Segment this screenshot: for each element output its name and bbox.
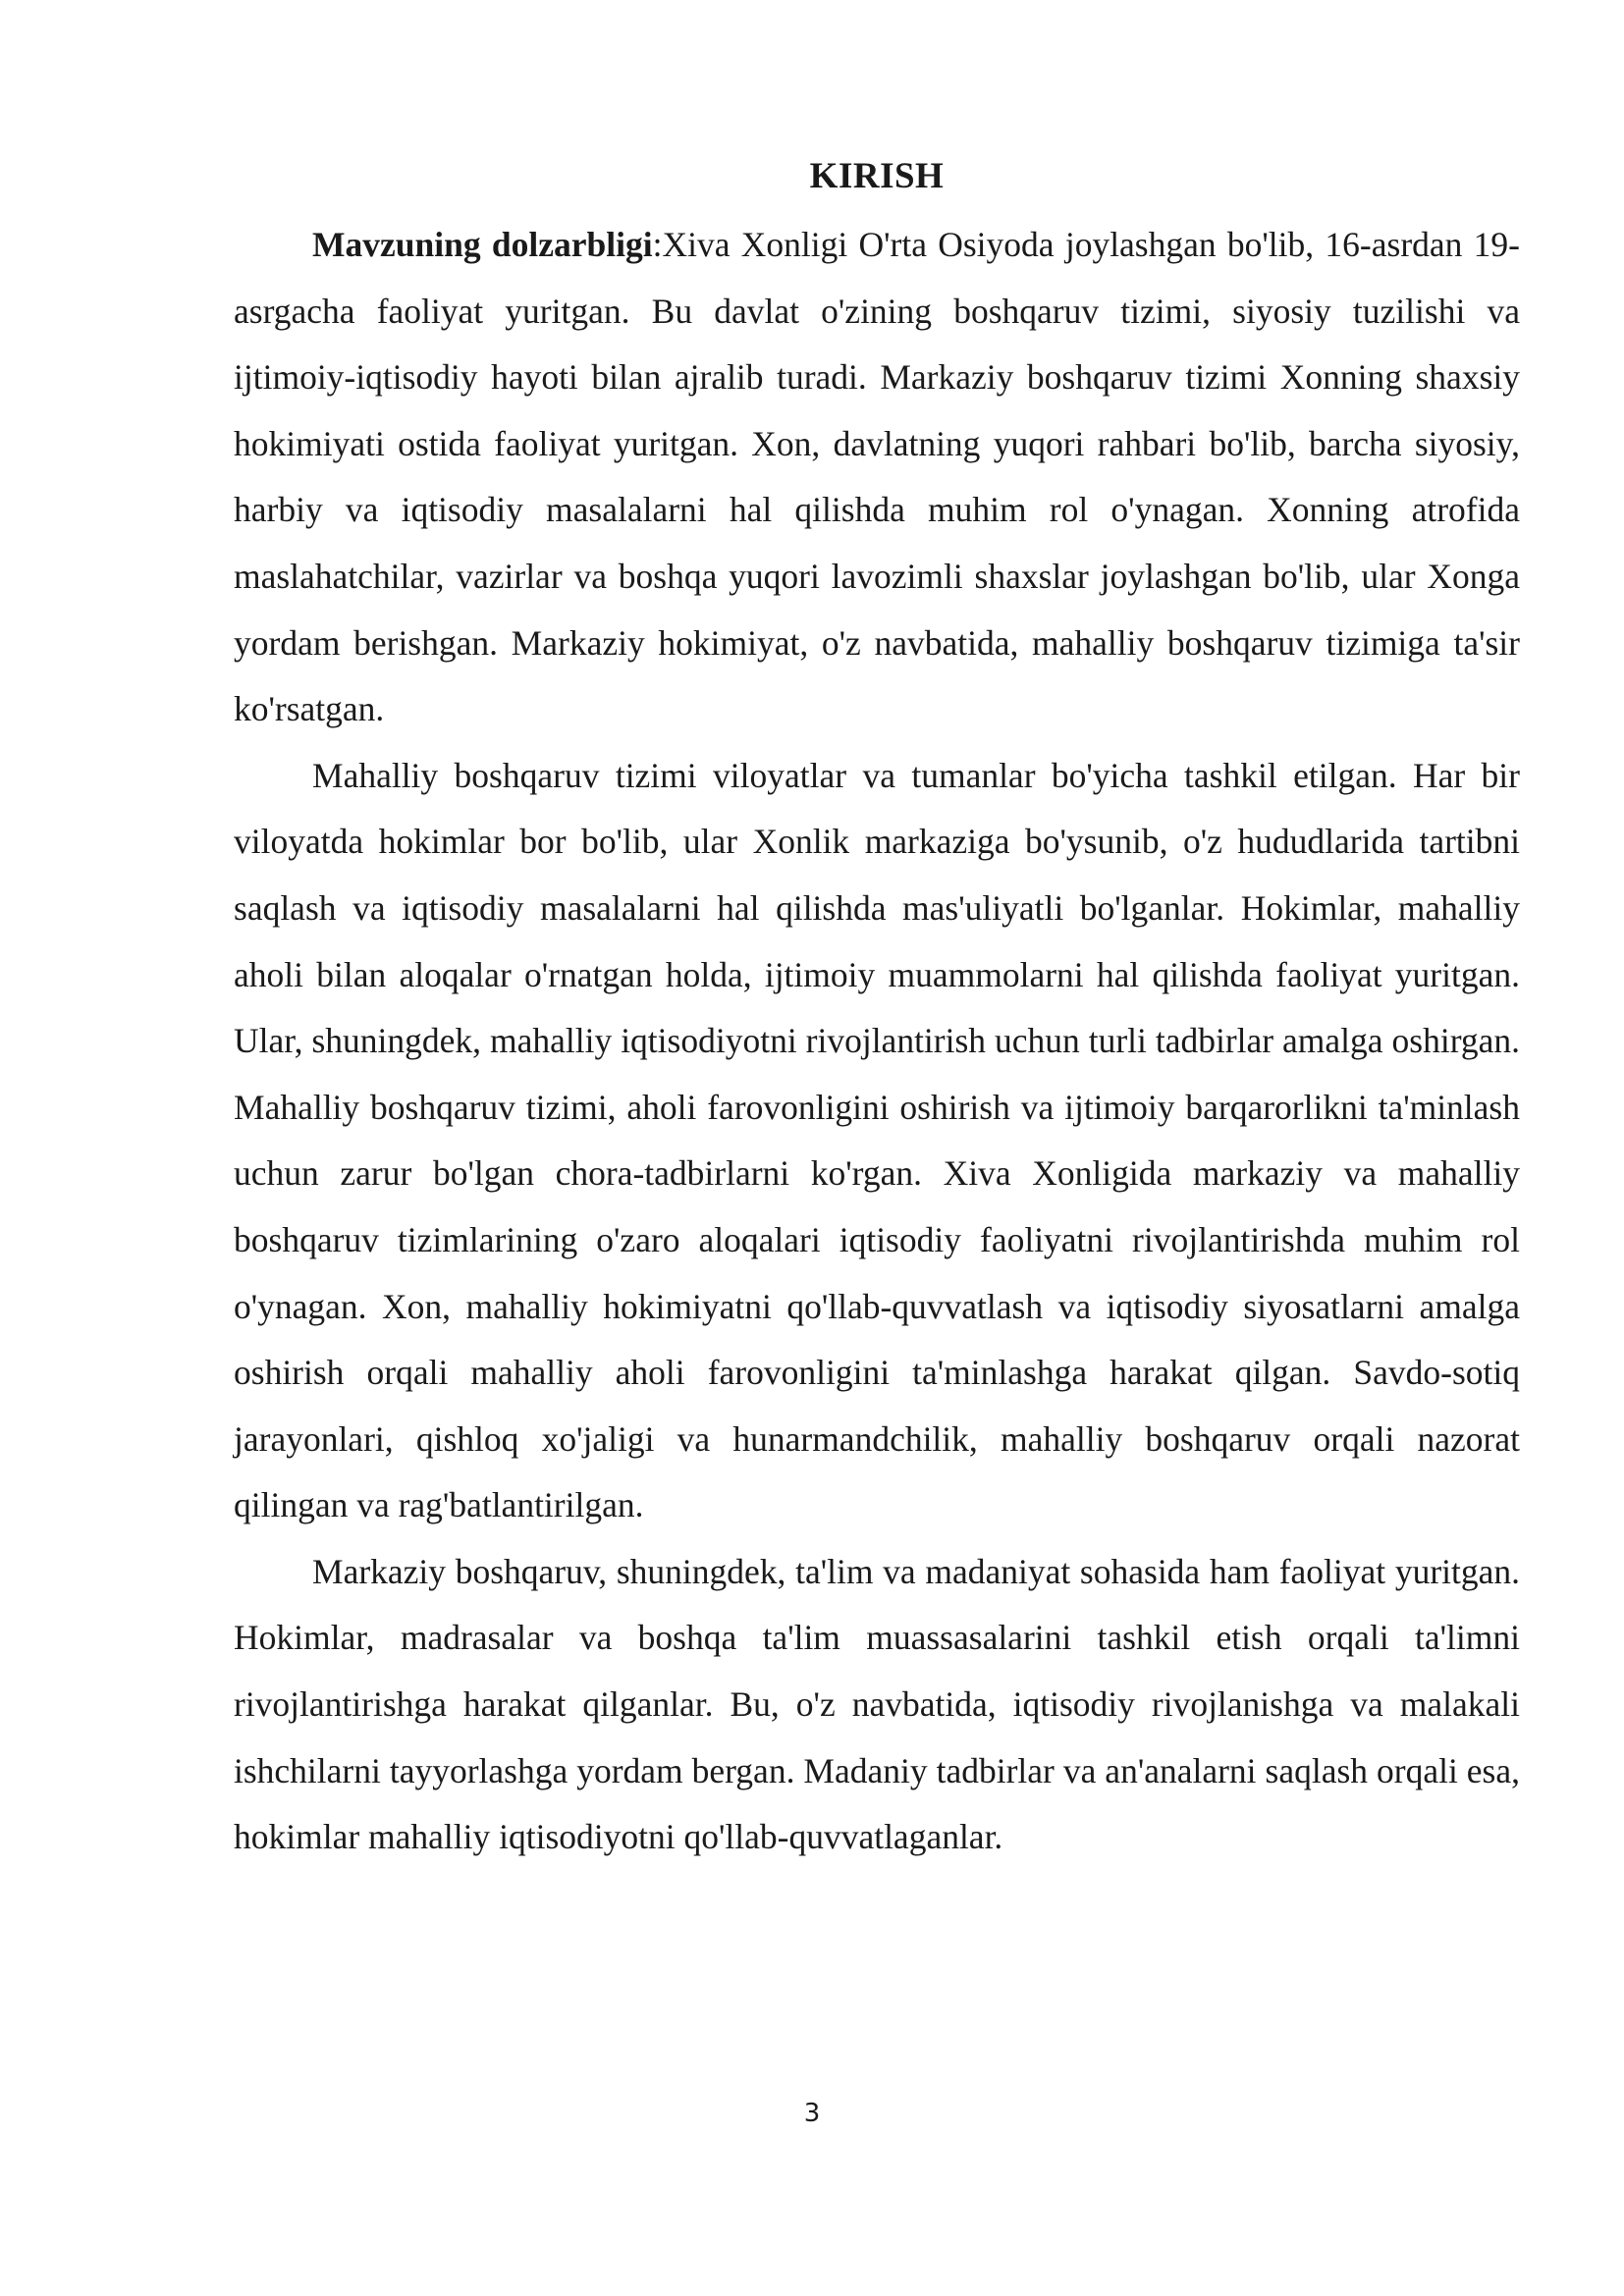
paragraph-local-governance: Mahalliy boshqaruv tizimi viloyatlar va tumanlar bo'yicha tashkil etilgan. Har bir viloyatda hokimlar bor bo'lib, ular Xonlik markaziga bo'ysunib, o'z hududlarida tartibni saqlash va iqtisodiy masalalarni hal qilishda mas'uliyatli bo'lganlar. Hokimlar, mahalliy aholi bilan aloqalar o'rnatgan holda, ijtimoiy muammolarni hal qilishda faoliyat yuritgan. Ular, shuningdek, mahalliy iqtisodiyotni rivojlantirish uchun turli tadbirlar amalga oshirgan. Mahalliy boshqaruv tizimi, aholi farovonligini oshirish va ijtimoiy barqarorlikni ta'minlash uchun zarur bo'lgan chora-tadbirlarni ko'rgan. Xiva Xonligida markaziy va mahalliy boshqaruv tizimlarining o'zaro aloqalari iqtisodiy faoliyatni rivojlantirishda muhim rol o'ynagan. Xon, mahalliy hokimiyatni qo'llab-quvvatlash va iqtisodiy siyosatlarni amalga oshirish orqali mahalliy aholi farovonligini ta'minlashga harakat qilgan. Savdo-sotiq jarayonlari, qishloq xo'jaligi va hunarmandchilik, mahalliy boshqaruv orqali nazorat qilingan va rag'batlantirilgan. <box>234 755 1520 1525</box>
paragraph-relevance <box>234 212 1520 743</box>
page-number: 3 <box>803 2099 821 2128</box>
document-page <box>234 147 1520 1871</box>
relevance-label: Mavzuning dolzarbligi <box>312 225 653 264</box>
section-heading: KIRISH <box>809 156 945 196</box>
paragraph-text: :Xiva Xonligi O'rta Osiyoda joylashgan bo'lib, 16-asrdan 19-asrgacha faoliyat yuritgan. Bu davlat o'zining boshqaruv tizimi, siyosiy tuzilishi va ijtimoiy-iqtisodiy hayoti bilan ajralib turadi. Markaziy boshqaruv tizimi Xonning shaxsiy hokimiyati ostida faoliyat yuritgan. Xon, davlatning yuqori rahbari bo'lib, barcha siyosiy, harbiy va iqtisodiy masalalarni hal qilishda muhim rol o'ynagan. Xonning atrofida maslahatchilar, vazirlar va boshqa yuqori lavozimli shaxslar joylashgan bo'lib, ular Xonga yordam berishgan. Markaziy hokimiyat, o'z navbatida, mahalliy boshqaruv tizimiga ta'sir ko'rsatgan. <box>234 225 1520 729</box>
paragraph-education-culture: Markaziy boshqaruv, shuningdek, ta'lim va madaniyat sohasida ham faoliyat yuritgan. Hokimlar, madrasalar va boshqa ta'lim muassasalarini tashkil etish orqali ta'limni rivojlantirishga harakat qilganlar. Bu, o'z navbatida, iqtisodiy rivojlanishga va malakali ishchilarni tayyorlashga yordam bergan. Madaniy tadbirlar va an'analarni saqlash orqali esa, hokimlar mahalliy iqtisodiyotni qo'llab-quvvatlaganlar. <box>234 1551 1520 1857</box>
